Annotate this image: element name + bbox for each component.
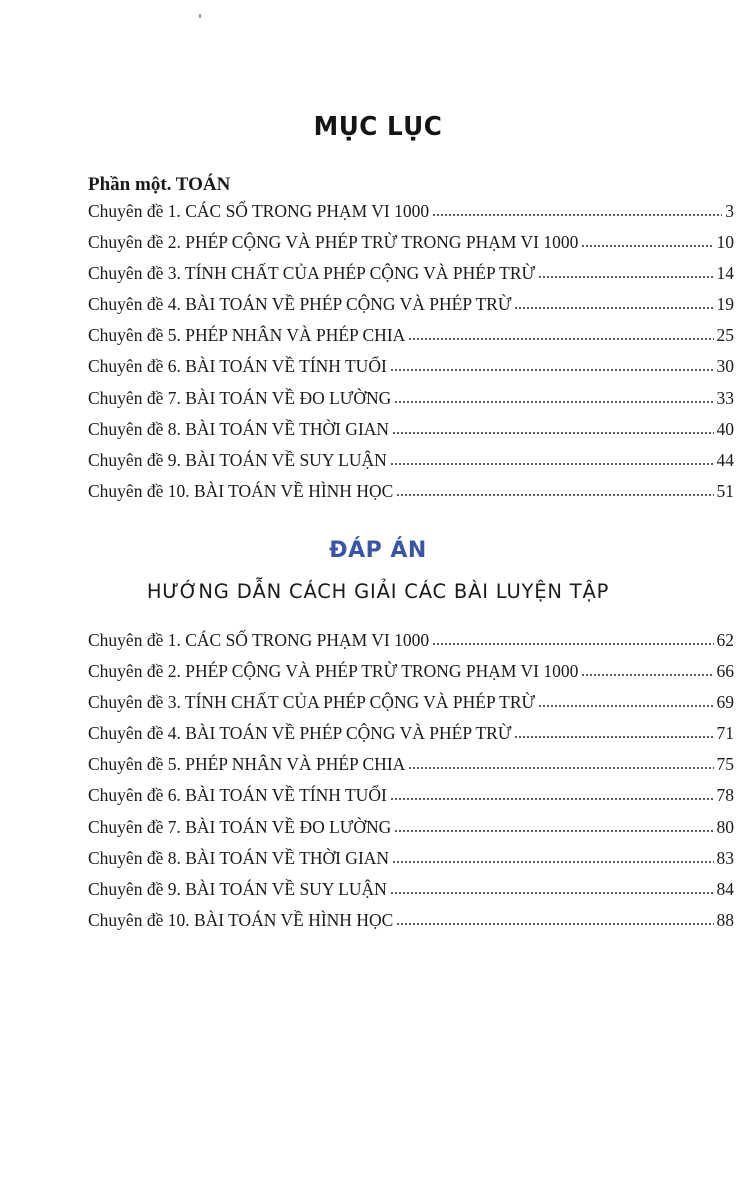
toc-entry-label: Chuyên đề 5. PHÉP NHÂN VÀ PHÉP CHIA [88, 325, 406, 346]
toc-entry-label: Chuyên đề 2. PHÉP CỘNG VÀ PHÉP TRỪ TRONG PHẠM VI 1000 [88, 661, 579, 682]
page-title: MỤC LỤC [313, 112, 443, 142]
toc-entry-page: 44 [716, 449, 734, 470]
toc-entry-page: 30 [716, 356, 734, 377]
toc-entry-page: 80 [716, 816, 734, 837]
toc-entry-label: Chuyên đề 3. TÍNH CHẤT CỦA PHÉP CỘNG VÀ PHÉP TRỪ [88, 263, 536, 284]
toc-entry-page: 75 [716, 754, 734, 775]
toc-entry[interactable] [88, 661, 734, 692]
toc-entry-page: 14 [716, 263, 734, 284]
toc-entry-label: Chuyên đề 7. BÀI TOÁN VỀ ĐO LƯỜNG [88, 816, 392, 837]
toc-entry-page: 88 [716, 909, 734, 930]
toc-entry[interactable] [88, 294, 734, 325]
toc-entry-label: Chuyên đề 6. BÀI TOÁN VỀ TÍNH TUỔI [88, 785, 387, 806]
toc-entry-label: Chuyên đề 3. TÍNH CHẤT CỦA PHÉP CỘNG VÀ PHÉP TRỪ [88, 692, 536, 713]
dot-leader [390, 891, 714, 895]
toc-list-part-one [88, 201, 734, 512]
toc-entry-page: 62 [716, 630, 734, 650]
answers-title: ĐÁP ÁN [329, 538, 427, 563]
dot-leader [432, 642, 713, 646]
dot-leader [390, 368, 714, 372]
toc-entry[interactable] [88, 419, 734, 450]
toc-entry-page: 40 [716, 418, 734, 439]
toc-entry-label: Chuyên đề 1. CÁC SỐ TRONG PHẠM VI 1000 [88, 630, 430, 650]
toc-entry-label: Chuyên đề 2. PHÉP CỘNG VÀ PHÉP TRỪ TRONG PHẠM VI 1000 [88, 232, 579, 253]
toc-entry-page: 71 [716, 723, 734, 744]
toc-entry[interactable] [88, 910, 734, 941]
toc-entry-label: Chuyên đề 10. BÀI TOÁN VỀ HÌNH HỌC [88, 909, 394, 930]
toc-entry[interactable] [88, 848, 734, 879]
dot-leader [390, 797, 714, 801]
dot-leader [581, 244, 713, 248]
toc-entry-label: Chuyên đề 9. BÀI TOÁN VỀ SUY LUẬN [88, 878, 387, 899]
dot-leader [538, 704, 713, 708]
toc-entry-label: Chuyên đề 5. PHÉP NHÂN VÀ PHÉP CHIA [88, 754, 406, 775]
dot-leader [396, 922, 713, 926]
toc-entry-label: Chuyên đề 8. BÀI TOÁN VỀ THỜI GIAN [88, 418, 390, 439]
dot-leader [392, 860, 713, 864]
dot-leader [392, 431, 713, 435]
toc-entry-page: 10 [716, 232, 734, 253]
toc-entry-page: 3 [725, 201, 734, 221]
toc-entry-label: Chuyên đề 6. BÀI TOÁN VỀ TÍNH TUỔI [88, 356, 387, 377]
dot-leader [408, 337, 713, 341]
toc-entry-label: Chuyên đề 4. BÀI TOÁN VỀ PHÉP CỘNG VÀ PHÉP TRỪ [88, 723, 512, 744]
toc-entry-page: 33 [716, 387, 734, 408]
toc-entry-label: Chuyên đề 1. CÁC SỐ TRONG PHẠM VI 1000 [88, 201, 430, 221]
dot-leader [514, 735, 713, 739]
dot-leader [581, 673, 713, 677]
toc-entry[interactable] [88, 356, 734, 387]
toc-entry-label: Chuyên đề 7. BÀI TOÁN VỀ ĐO LƯỜNG [88, 387, 392, 408]
dot-leader [538, 275, 713, 279]
toc-entry[interactable] [88, 630, 734, 661]
toc-entry-page: 69 [716, 692, 734, 713]
toc-entry-page: 25 [716, 325, 734, 346]
toc-entry[interactable] [88, 232, 734, 263]
toc-entry-label: Chuyên đề 4. BÀI TOÁN VỀ PHÉP CỘNG VÀ PHÉP TRỪ [88, 294, 512, 315]
toc-entry-label: Chuyên đề 8. BÀI TOÁN VỀ THỜI GIAN [88, 847, 390, 868]
toc-entry-label: Chuyên đề 10. BÀI TOÁN VỀ HÌNH HỌC [88, 480, 394, 501]
dot-leader [408, 766, 713, 770]
toc-entry-page: 51 [716, 480, 734, 501]
toc-entry-page: 83 [716, 847, 734, 868]
toc-entry[interactable] [88, 879, 734, 910]
toc-entry[interactable] [88, 388, 734, 419]
toc-entry[interactable] [88, 754, 734, 785]
toc-entry[interactable] [88, 692, 734, 723]
answers-subtitle: HƯỚNG DẪN CÁCH GIẢI CÁC BÀI LUYỆN TẬP [146, 580, 610, 603]
dot-leader [432, 213, 722, 217]
toc-entry-page: 19 [716, 294, 734, 315]
dot-leader [396, 493, 713, 497]
toc-entry[interactable] [88, 263, 734, 294]
toc-entry-page: 66 [716, 661, 734, 682]
toc-entry[interactable] [88, 817, 734, 848]
dot-leader [514, 306, 713, 310]
dot-leader [394, 829, 713, 833]
toc-entry[interactable] [88, 481, 734, 512]
page-speck [199, 14, 201, 18]
toc-entry[interactable] [88, 723, 734, 754]
toc-entry[interactable] [88, 201, 734, 232]
toc-entry[interactable] [88, 325, 734, 356]
toc-list-answers [88, 630, 734, 941]
dot-leader [390, 462, 714, 466]
toc-entry[interactable] [88, 785, 734, 816]
toc-entry-label: Chuyên đề 9. BÀI TOÁN VỀ SUY LUẬN [88, 449, 387, 470]
part-one-heading: Phần một. TOÁN [88, 174, 231, 195]
toc-entry-page: 84 [716, 878, 734, 899]
toc-entry-page: 78 [716, 785, 734, 806]
toc-entry[interactable] [88, 450, 734, 481]
dot-leader [394, 400, 713, 404]
